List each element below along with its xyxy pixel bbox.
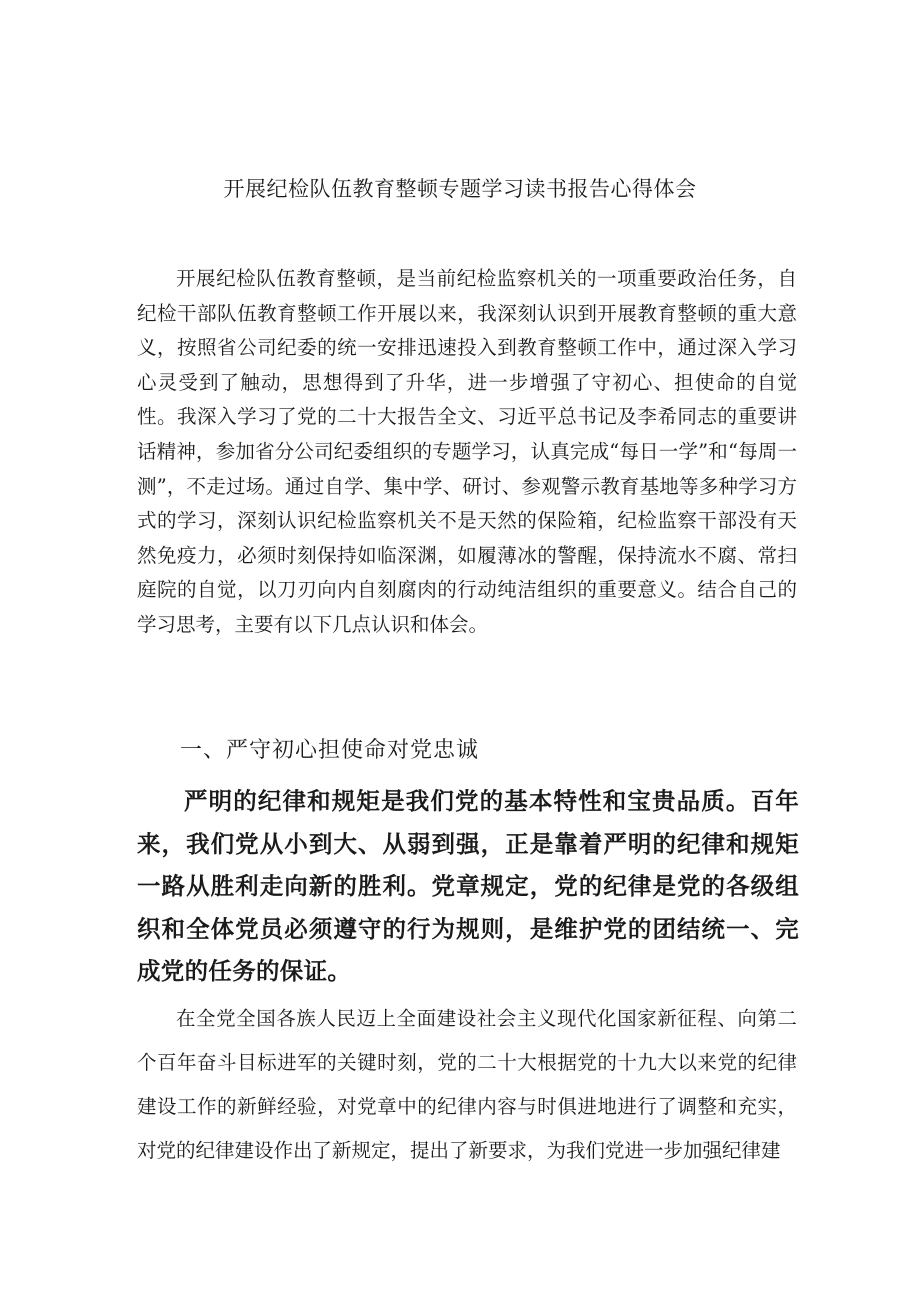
intro-paragraph: 开展纪检队伍教育整顿，是当前纪检监察机关的一项重要政治任务，自纪检干部队伍教育整顿工作开展以来，我深刻认识到开展教育整顿的重大意义，按照省公司纪委的统一安排迅速投入到教育整顿工作中，通过深入学习心灵受到了触动，思想得到了升华，进一步增强了守初心、担使命的自觉性。我深入学习了党的二十大报告全文、习近平总书记及李希同志的重要讲话精神，参加省分公司纪委组织的专题学习，认真完成“每日一学”和“每周一测”，不走过场。通过自学、集中学、研讨、参观警示教育基地等多种学习方式的学习，深刻认识纪检监察机关不是天然的保险箱，纪检监察干部没有天然免疫力，必须时刻保持如临深渊，如履薄冰的警醒，保持流水不腐、常扫庭院的自觉，以刀刃向内自刻腐肉的行动纯洁组织的重要意义。结合自己的学习思考，主要有以下几点认识和体会。: [137, 267, 797, 636]
section-heading: 一、严守初心担使命对党忠诚: [180, 738, 480, 763]
document-title: 开展纪检队伍教育整顿专题学习读书报告心得体会: [223, 177, 697, 201]
body-paragraph: 在全党全国各族人民迈上全面建设社会主义现代化国家新征程、向第二个百年奋斗目标进军的关键时刻，党的二十大根据党的十九大以来党的纪律建设工作的新鲜经验，对党章中的纪律内容与时俱进地进行了调整和充实，对党的纪律建设作出了新规定，提出了新要求，为我们党进一步加强纪律建: [137, 1007, 797, 1162]
emphasis-paragraph: 严明的纪律和规矩是我们党的基本特性和宝贵品质。百年来，我们党从小到大、从弱到强，正是靠着严明的纪律和规矩一路从胜利走向新的胜利。党章规定，党的纪律是党的各级组织和全体党员必须遵守的行为规则，是维护党的团结统一、完成党的任务的保证。: [137, 787, 799, 985]
